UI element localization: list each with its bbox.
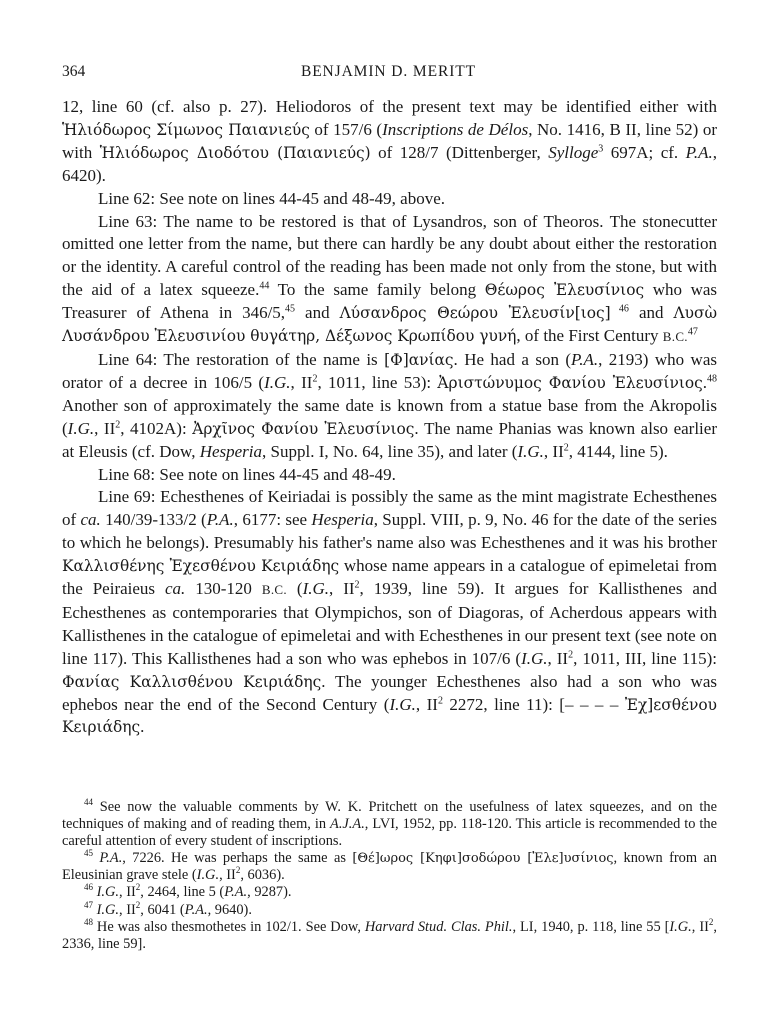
edition-superscript: 2 xyxy=(437,694,443,706)
text-run: , II xyxy=(290,372,313,392)
text-run: , of the First Century xyxy=(516,326,663,346)
italic-abbrev: P.A. xyxy=(206,510,234,530)
paragraph-line-62 xyxy=(62,188,717,211)
text-run: and xyxy=(295,303,340,323)
text-run: Line 64: The restoration of the name is xyxy=(98,349,385,369)
text-run: , 4102A): xyxy=(120,418,193,438)
greek-name: Ἐχ]εσθένου Κειριάδης xyxy=(62,695,717,737)
edition-superscript: 2 xyxy=(354,579,360,591)
text-run: , II xyxy=(219,867,236,884)
footnotes xyxy=(62,799,717,953)
italic-abbrev: I.G. xyxy=(521,648,548,668)
text-run: , II xyxy=(119,884,136,901)
edition-superscript: 2 xyxy=(135,899,141,910)
paragraph-line-64 xyxy=(62,349,717,464)
paragraph-heliodoros xyxy=(62,96,717,188)
italic-title: Inscriptions de Délos xyxy=(382,119,529,139)
text-run: 130-120 xyxy=(185,579,262,599)
italic-abbrev: I.G. xyxy=(302,579,330,599)
text-run: . The younger Echesthenes also had a son who was ephebos near the end of the Second Century ( xyxy=(62,671,717,714)
text-run: Line 63: The name to be restored is that of Lysandros, son of Theoros. The stonecutter omitted one letter from the name, but there can hardly be any doubt about either the restoration or the identity. A careful control of the reading has been made not only from the stone, but with the aid of a latex squeeze. xyxy=(62,211,717,300)
footnote-44 xyxy=(62,799,717,850)
text-run: , 1939, line 59). It argues for Kallisthenes and Echesthenes as contemporaries that Olympichos, son of Diagoras, of Acherdous appears with Kallisthenes in the catalogue of epimeletai and with Echesthenes in our present text (see note on line 117). This Kallisthenes had a son who was ephebos in 107/6 ( xyxy=(62,579,717,668)
edition-superscript: 2 xyxy=(115,419,121,431)
text-run: , II xyxy=(543,441,564,461)
footnote-number: 45 xyxy=(84,848,93,859)
italic-abbrev: I.G. xyxy=(96,901,119,918)
greek-name: Λυσὼ Λυσάνδρου Ἐλευσινίου θυγάτηρ, Δέξωνος Κρωπίδου γυνή xyxy=(62,304,718,346)
text-run: , 6420). xyxy=(62,142,717,185)
text-run: , Suppl. VIII, p. 9, No. 46 for the date of the series to which he belongs). Presumably his father's name also was Echesthenes and it was his brother xyxy=(62,510,717,553)
text-run: , II xyxy=(329,579,355,599)
paragraph-line-69 xyxy=(62,486,717,739)
text-run: 12, line 60 (cf. also p. 27). Heliodoros of the present text may be identified either with xyxy=(62,97,717,116)
greek-name: [Θέ]ωρος [Κηφι]σοδώρου [Ἐλε]υσίνιος xyxy=(352,851,614,867)
footnote-number: 47 xyxy=(84,899,93,910)
text-run: . The name Phanias was known also earlier at Eleusis (cf. Dow, xyxy=(62,418,717,461)
italic-abbrev: I.G. xyxy=(196,867,220,884)
italic-abbrev: A.J.A. xyxy=(330,816,365,833)
text-run: He was also thesmothetes in 102/1. See Dow, xyxy=(93,918,365,935)
greek-name: Φανίας Καλλισθένου Κειριάδης xyxy=(62,672,322,691)
greek-name: Ἡλιόδωρος Σίμωνος Παιανιεύς xyxy=(62,120,310,139)
greek-name: [Φ]ανίας xyxy=(384,350,454,369)
footnote-number: 46 xyxy=(84,882,93,893)
text-run: , LVI, 1952, pp. 118-120. This article is recommended to the careful attention of every student of inscriptions. xyxy=(62,816,717,850)
footnote-ref: 44 xyxy=(259,280,270,292)
text-run: , II xyxy=(415,694,438,714)
footnote-47 xyxy=(62,899,717,919)
text-run: , Suppl. I, No. 64, line 35), and later ( xyxy=(262,441,518,461)
text-run: who was Treasurer of Athena in 346/5, xyxy=(62,280,718,323)
footnote-number: 48 xyxy=(84,916,93,927)
footnote-ref: 46 xyxy=(610,303,629,315)
footnote-46 xyxy=(62,884,717,901)
text-run: and xyxy=(628,303,674,323)
text-run: 2272, line 11): [– – – – xyxy=(442,694,625,714)
text-run: , known from an Eleusinian grave stele ( xyxy=(62,850,717,884)
text-run: ( xyxy=(286,579,303,599)
text-run: , 9287). xyxy=(247,884,292,901)
text-run: See now the valuable comments by W. K. Pritchett on the usefulness of latex squeezes, and on the techniques of making and of reading them, in xyxy=(62,799,717,833)
text-run: , 6041 ( xyxy=(140,901,185,918)
small-caps-era: B.C. xyxy=(261,582,287,598)
text-run: , 4144, line 5). xyxy=(568,441,668,461)
text-run: . He had a son ( xyxy=(453,349,572,369)
text-run: 140/39-133/2 ( xyxy=(100,510,207,530)
text-run: , 6036). xyxy=(240,867,285,884)
footnote-number: 44 xyxy=(84,797,93,808)
text-run: , 6177: see xyxy=(233,510,312,530)
text-run: , II xyxy=(119,901,136,918)
italic-abbrev: P.A. xyxy=(571,349,599,369)
text-run: of 157/6 ( xyxy=(309,119,383,139)
text-run: . xyxy=(702,372,707,392)
text-run: , II xyxy=(691,918,709,935)
footnote-ref: 47 xyxy=(687,326,698,338)
footnote-45 xyxy=(62,850,717,884)
text-run: To the same family belong xyxy=(269,280,485,300)
italic-abbrev: P.A. xyxy=(99,850,123,867)
italic-abbrev: P.A. xyxy=(184,901,208,918)
edition-superscript: 3 xyxy=(598,143,604,155)
text-run: , II xyxy=(547,648,569,668)
text-run: of 128/7 (Dittenberger, xyxy=(370,142,549,162)
edition-superscript: 2 xyxy=(568,649,574,661)
text-run: , 1011, III, line 115): xyxy=(573,648,717,668)
text-run: , 1011, line 53): xyxy=(317,372,438,392)
greek-name: Ἀριστώνυμος Φανίου Ἐλευσίνιος xyxy=(437,373,703,392)
text-run: . xyxy=(140,717,145,737)
text-run: , No. 1416, B II, line 52) or with xyxy=(62,119,717,162)
italic-abbrev: I.G. xyxy=(669,918,692,935)
paragraph-line-63 xyxy=(62,211,717,349)
italic-title: Harvard Stud. Clas. Phil. xyxy=(364,918,513,935)
italic-abbrev: ca. xyxy=(80,510,101,530)
main-text xyxy=(62,96,717,739)
text-run: , 2336, line 59]. xyxy=(62,918,718,952)
edition-superscript: 2 xyxy=(708,916,714,927)
edition-superscript: 2 xyxy=(563,441,569,453)
small-caps-era: B.C. xyxy=(662,329,688,345)
italic-title: Hesperia xyxy=(311,510,374,530)
running-head: BENJAMIN D. MERITT xyxy=(300,63,477,80)
text-run: Another son of approximately the same date is known from a statue base from the Akropolis ( xyxy=(62,395,717,438)
italic-abbrev: I.G. xyxy=(517,441,544,461)
footnote-ref: 45 xyxy=(285,303,296,315)
greek-name: Λύσανδρος Θεώρου Ἐλευσίν[ιος] xyxy=(339,304,611,323)
greek-name: Ἡλιόδωρος Διοδότου (Παιανιεύς) xyxy=(99,143,371,162)
italic-abbrev: P.A. xyxy=(224,884,248,901)
edition-superscript: 2 xyxy=(135,882,141,893)
greek-name: Θέωρος Ἐλευσίνιος xyxy=(484,281,645,300)
paragraph-line-68 xyxy=(62,464,717,487)
footnote-48 xyxy=(62,916,718,953)
italic-abbrev: I.G. xyxy=(96,884,119,901)
italic-abbrev: I.G. xyxy=(264,372,291,392)
italic-abbrev: P.A. xyxy=(685,142,713,162)
greek-name: Ἀρχῖνος Φανίου Ἐλευσίνιος xyxy=(192,419,415,438)
text-run: Line 69: Echesthenes of Keiriadai is possibly the same as the mint magistrate Echesthenes of xyxy=(62,487,717,530)
text-run: , 2464, line 5 ( xyxy=(140,884,225,901)
text-run: whose name appears in a catalogue of epimeletai from the Peiraieus xyxy=(62,556,717,599)
text-run: , 2193) who was orator of a decree in 106/5 ( xyxy=(62,349,717,392)
italic-abbrev: ca. xyxy=(165,579,186,599)
italic-title: Sylloge xyxy=(548,142,599,162)
page-number: 364 xyxy=(62,63,86,80)
text-run: , LI, 1940, p. 118, line 55 [ xyxy=(512,918,670,935)
text-run: 697A; cf. xyxy=(603,142,686,162)
edition-superscript: 2 xyxy=(312,373,318,385)
text-run: Line 68: See note on lines 44-45 and 48-49. xyxy=(98,464,396,484)
text-run: , 7226. He was perhaps the same as xyxy=(122,850,353,867)
text-run: , II xyxy=(94,418,116,438)
footnote-ref: 48 xyxy=(707,373,717,385)
text-run: , 9640). xyxy=(207,901,252,918)
edition-superscript: 2 xyxy=(235,865,241,876)
italic-title: Hesperia xyxy=(199,441,263,461)
italic-abbrev: I.G. xyxy=(389,694,416,714)
greek-name: Καλλισθένης Ἐχεσθένου Κειριάδης xyxy=(62,557,340,576)
text-run: Line 62: See note on lines 44-45 and 48-49, above. xyxy=(98,188,446,208)
italic-abbrev: I.G. xyxy=(67,418,95,438)
